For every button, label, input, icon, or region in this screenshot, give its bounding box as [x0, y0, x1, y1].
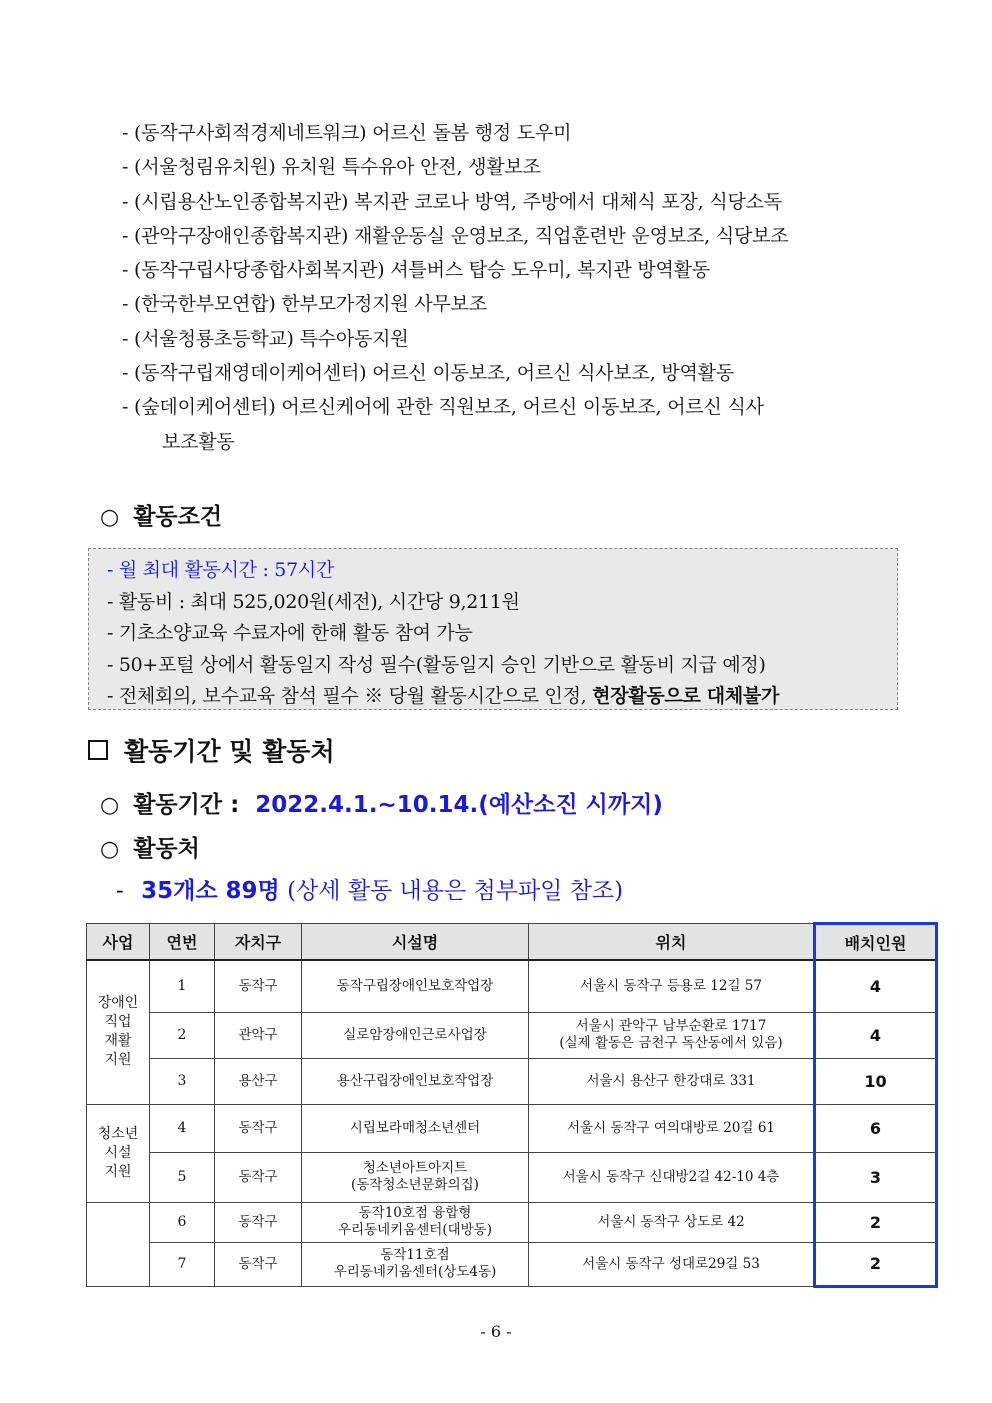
row-number: 2: [150, 1012, 215, 1058]
condition-meeting: [107, 681, 897, 713]
district-cell: 관악구: [215, 1012, 302, 1058]
sites-table: [86, 922, 938, 1288]
location-cell: 서울시 관악구 남부순환로 1717 (실제 활동은 금천구 독산동에서 있음): [529, 1012, 815, 1058]
location-cell: 서울시 동작구 등용로 12길 57: [529, 960, 815, 1012]
location-cell: 서울시 동작구 성대로29길 53: [529, 1242, 815, 1286]
staff-cell: 3: [815, 1152, 937, 1202]
period-value: 2022.4.1.~10.14.(예산소진 시까지): [255, 792, 663, 818]
table-row: [87, 1058, 937, 1104]
bullet-item: - (한국한부모연합) 한부모가정지원 사무보조: [122, 293, 487, 316]
bullet-item: - (동작구립재영데이케어센터) 어르신 이동보조, 어르신 식사보조, 방역활동: [122, 362, 734, 385]
circle-bullet-icon: ○: [100, 505, 120, 530]
facility-cell: 용산구립장애인보호작업장: [302, 1058, 529, 1104]
places-count-line: [116, 872, 623, 905]
places-count: 35개소 89명: [141, 878, 280, 904]
row-number: 1: [150, 960, 215, 1012]
period-label: 활동기간 :: [133, 792, 240, 818]
row-number: 6: [150, 1202, 215, 1242]
bullet-item: - (동작구사회적경제네트워크) 어르신 돌봄 행정 도우미: [122, 122, 572, 144]
column-header: 자치구: [215, 924, 302, 961]
condition-meeting-text: - 전체회의, 보수교육 참석 필수 ※ 당월 활동시간으로 인정,: [107, 685, 593, 707]
facility-cell: 동작11호점 우리동네키움센터(상도4동): [302, 1242, 529, 1286]
business-group-cell: 장애인 직업 재활 지원: [87, 960, 150, 1104]
row-number: 5: [150, 1152, 215, 1202]
location-cell: 서울시 동작구 여의대방로 20길 61: [529, 1104, 815, 1152]
location-cell: 서울시 동작구 상도로 42: [529, 1202, 815, 1242]
row-number: 7: [150, 1242, 215, 1286]
facility-cell: 청소년아트아지트 (동작청소년문화의집): [302, 1152, 529, 1202]
staff-cell: 2: [815, 1202, 937, 1242]
column-header: 사업: [87, 924, 150, 961]
district-cell: 동작구: [215, 1202, 302, 1242]
district-cell: 동작구: [215, 960, 302, 1012]
staff-cell: 4: [815, 1012, 937, 1058]
activity-bullet-list: [122, 116, 922, 459]
location-cell: 서울시 동작구 신대방2길 42-10 4층: [529, 1152, 815, 1202]
circle-bullet-icon: ○: [100, 793, 120, 818]
bullet-item: - (동작구립사당종합사회복지관) 셔틀버스 탑승 도우미, 복지관 방역활동: [122, 259, 710, 282]
table-row: [87, 1152, 937, 1202]
column-header: 시설명: [302, 924, 529, 961]
district-cell: 동작구: [215, 1152, 302, 1202]
facility-cell: 실로암장애인근로사업장: [302, 1012, 529, 1058]
page-number: - 6 -: [480, 1322, 512, 1341]
business-group-cell: 청소년 시설 지원: [87, 1104, 150, 1202]
table-header-row: [87, 924, 937, 961]
table-row: [87, 1202, 937, 1242]
district-cell: 동작구: [215, 1242, 302, 1286]
facility-cell: 동작10호점 융합형 우리동네키움센터(대방동): [302, 1202, 529, 1242]
table-row: [87, 1104, 937, 1152]
condition-pay: - 활동비 : 최대 525,020원(세전), 시간당 9,211원: [107, 590, 520, 613]
conditions-heading: [100, 498, 222, 531]
bullet-item: - (서울청룡초등학교) 특수아동지원: [122, 327, 409, 350]
condition-log: - 50+포털 상에서 활동일지 작성 필수(활동일지 승인 기반으로 활동비 지급 예정): [107, 653, 766, 676]
dash-marker: -: [116, 878, 124, 904]
bullet-item: - (서울청림유치원) 유치원 특수유아 안전, 생활보조: [122, 156, 541, 179]
condition-meeting-emphasis: 현장활동으로 대체불가: [592, 685, 780, 707]
staff-cell: 6: [815, 1104, 937, 1152]
conditions-heading-text: 활동조건: [133, 504, 223, 530]
bullet-item-continuation: 보조활동: [162, 430, 235, 453]
period-line: [100, 786, 663, 819]
section-title: [88, 732, 335, 768]
staff-cell: 10: [815, 1058, 937, 1104]
district-cell: 동작구: [215, 1104, 302, 1152]
places-heading: [100, 830, 200, 863]
business-group-cell-empty: [87, 1202, 150, 1286]
conditions-box: [88, 548, 898, 710]
bullet-item: - (시립용산노인종합복지관) 복지관 코로나 방역, 주방에서 대체식 포장, 식당소독: [122, 190, 782, 213]
square-bullet-icon: [88, 740, 108, 760]
table-row: [87, 1012, 937, 1058]
staff-cell: 2: [815, 1242, 937, 1286]
places-count-note: (상세 활동 내용은 첨부파일 참조): [287, 878, 624, 904]
column-header: 배치인원: [815, 924, 937, 961]
table-row: [87, 960, 937, 1012]
table-row: [87, 1242, 937, 1286]
district-cell: 용산구: [215, 1058, 302, 1104]
bullet-item: - (관악구장애인종합복지관) 재활운동실 운영보조, 직업훈련반 운영보조, 식당보조: [122, 224, 789, 247]
condition-training: - 기초소양교육 수료자에 한해 활동 참여 가능: [107, 622, 473, 644]
facility-cell: 동작구립장애인보호작업장: [302, 960, 529, 1012]
column-header: 위치: [529, 924, 815, 961]
row-number: 4: [150, 1104, 215, 1152]
column-header: 연번: [150, 924, 215, 961]
facility-cell: 시립보라매청소년센터: [302, 1104, 529, 1152]
section-title-text: 활동기간 및 활동처: [124, 737, 335, 766]
staff-cell: 4: [815, 960, 937, 1012]
row-number: 3: [150, 1058, 215, 1104]
condition-max-hours: - 월 최대 활동시간 : 57시간: [107, 559, 334, 581]
bullet-item: - (숲데이케어센터) 어르신케어에 관한 직원보조, 어르신 이동보조, 어르신 식사: [122, 396, 764, 419]
location-cell: 서울시 용산구 한강대로 331: [529, 1058, 815, 1104]
places-heading-text: 활동처: [133, 836, 200, 862]
circle-bullet-icon: ○: [100, 837, 120, 862]
